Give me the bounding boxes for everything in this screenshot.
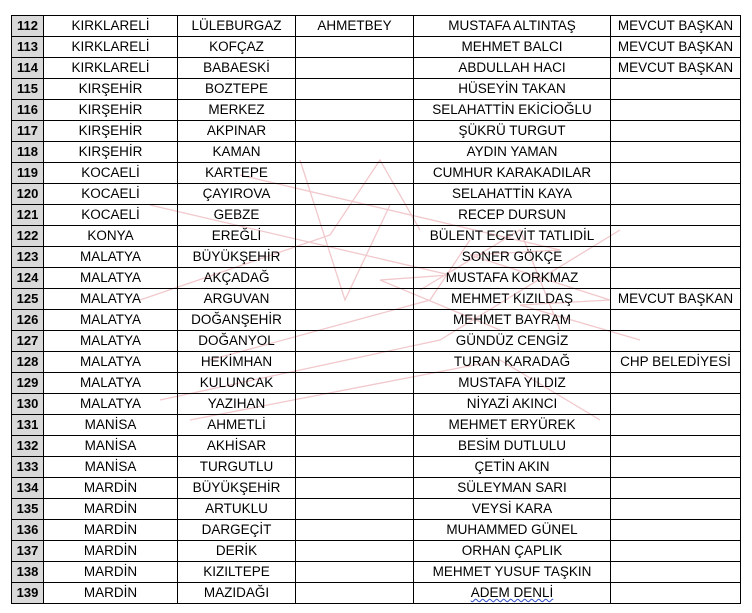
town-cell	[296, 121, 414, 142]
town-cell	[296, 289, 414, 310]
table-row	[12, 37, 741, 58]
district-cell: BÜYÜKŞEHİR	[178, 247, 296, 268]
province-cell: KIRKLARELİ	[44, 37, 178, 58]
town-cell	[296, 226, 414, 247]
district-cell: KIZILTEPE	[178, 562, 296, 583]
note-cell	[611, 436, 741, 457]
province-cell: MALATYA	[44, 310, 178, 331]
row-number: 133	[12, 457, 44, 478]
province-cell: MARDİN	[44, 583, 178, 604]
candidate-cell: SÜLEYMAN SARI	[414, 478, 611, 499]
row-number: 122	[12, 226, 44, 247]
note-cell: MEVCUT BAŞKAN	[611, 16, 741, 37]
province-cell: MANİSA	[44, 436, 178, 457]
table-row	[12, 457, 741, 478]
district-cell: AKPINAR	[178, 121, 296, 142]
district-cell: LÜLEBURGAZ	[178, 16, 296, 37]
province-cell: KIRŞEHİR	[44, 142, 178, 163]
town-cell	[296, 331, 414, 352]
row-number: 128	[12, 352, 44, 373]
table-row	[12, 583, 741, 604]
candidate-cell: SELAHATTİN KAYA	[414, 184, 611, 205]
town-cell	[296, 478, 414, 499]
town-cell	[296, 142, 414, 163]
district-cell: DARGEÇİT	[178, 520, 296, 541]
row-number: 134	[12, 478, 44, 499]
district-cell: BABAESKİ	[178, 58, 296, 79]
note-cell	[611, 142, 741, 163]
note-cell: MEVCUT BAŞKAN	[611, 58, 741, 79]
district-cell: GEBZE	[178, 205, 296, 226]
row-number: 124	[12, 268, 44, 289]
district-cell: ARGUVAN	[178, 289, 296, 310]
town-cell	[296, 373, 414, 394]
candidate-cell: MUSTAFA YILDIZ	[414, 373, 611, 394]
row-number: 136	[12, 520, 44, 541]
table-row	[12, 247, 741, 268]
table-row	[12, 436, 741, 457]
district-cell: KOFÇAZ	[178, 37, 296, 58]
note-cell	[611, 226, 741, 247]
province-cell: KIRŞEHİR	[44, 100, 178, 121]
town-cell	[296, 520, 414, 541]
table-row	[12, 163, 741, 184]
row-number: 120	[12, 184, 44, 205]
candidate-cell: MEHMET BAYRAM	[414, 310, 611, 331]
table-row	[12, 100, 741, 121]
district-cell: EREĞLİ	[178, 226, 296, 247]
row-number: 118	[12, 142, 44, 163]
province-cell: MARDİN	[44, 541, 178, 562]
note-cell	[611, 310, 741, 331]
table-row	[12, 478, 741, 499]
note-cell	[611, 562, 741, 583]
note-cell	[611, 121, 741, 142]
district-cell: KULUNCAK	[178, 373, 296, 394]
district-cell: BOZTEPE	[178, 79, 296, 100]
row-number: 132	[12, 436, 44, 457]
note-cell	[611, 541, 741, 562]
candidate-cell: ORHAN ÇAPLIK	[414, 541, 611, 562]
town-cell	[296, 163, 414, 184]
note-cell	[611, 394, 741, 415]
district-cell: KAMAN	[178, 142, 296, 163]
table-row	[12, 226, 741, 247]
candidate-cell: GÜNDÜZ CENGİZ	[414, 331, 611, 352]
table-row	[12, 58, 741, 79]
town-cell	[296, 205, 414, 226]
note-cell	[611, 184, 741, 205]
table-row	[12, 415, 741, 436]
district-cell: ÇAYIROVA	[178, 184, 296, 205]
row-number: 125	[12, 289, 44, 310]
district-cell: TURGUTLU	[178, 457, 296, 478]
candidate-cell: TURAN KARADAĞ	[414, 352, 611, 373]
note-cell	[611, 268, 741, 289]
province-cell: MALATYA	[44, 394, 178, 415]
province-cell: KIRKLARELİ	[44, 58, 178, 79]
candidate-cell: SONER GÖKÇE	[414, 247, 611, 268]
row-number: 137	[12, 541, 44, 562]
candidate-cell: NİYAZİ AKINCI	[414, 394, 611, 415]
town-cell	[296, 247, 414, 268]
province-cell: KOCAELİ	[44, 205, 178, 226]
row-number: 131	[12, 415, 44, 436]
row-number: 127	[12, 331, 44, 352]
town-cell	[296, 457, 414, 478]
province-cell: MALATYA	[44, 289, 178, 310]
note-cell	[611, 100, 741, 121]
candidate-cell: ÇETİN AKIN	[414, 457, 611, 478]
province-cell: KONYA	[44, 226, 178, 247]
town-cell	[296, 415, 414, 436]
table-row	[12, 520, 741, 541]
note-cell	[611, 583, 741, 604]
note-cell	[611, 373, 741, 394]
row-number: 116	[12, 100, 44, 121]
note-cell	[611, 478, 741, 499]
row-number: 135	[12, 499, 44, 520]
note-cell	[611, 205, 741, 226]
province-cell: MALATYA	[44, 247, 178, 268]
town-cell	[296, 583, 414, 604]
candidate-cell: HÜSEYİN TAKAN	[414, 79, 611, 100]
district-cell: BÜYÜKŞEHİR	[178, 478, 296, 499]
province-cell: MANİSA	[44, 415, 178, 436]
town-cell	[296, 352, 414, 373]
province-cell: KOCAELİ	[44, 184, 178, 205]
table-row	[12, 394, 741, 415]
row-number: 114	[12, 58, 44, 79]
province-cell: MARDİN	[44, 520, 178, 541]
district-cell: ARTUKLU	[178, 499, 296, 520]
province-cell: MARDİN	[44, 478, 178, 499]
note-cell	[611, 331, 741, 352]
row-number: 139	[12, 583, 44, 604]
town-cell	[296, 436, 414, 457]
district-cell: HEKİMHAN	[178, 352, 296, 373]
candidate-table-body	[12, 16, 741, 604]
table-row	[12, 79, 741, 100]
table-row	[12, 268, 741, 289]
row-number: 130	[12, 394, 44, 415]
candidate-cell: MUHAMMED GÜNEL	[414, 520, 611, 541]
row-number: 129	[12, 373, 44, 394]
row-number: 119	[12, 163, 44, 184]
note-cell: MEVCUT BAŞKAN	[611, 289, 741, 310]
table-row	[12, 541, 741, 562]
candidate-cell: RECEP DURSUN	[414, 205, 611, 226]
table-row	[12, 310, 741, 331]
row-number: 115	[12, 79, 44, 100]
row-number: 113	[12, 37, 44, 58]
candidate-cell: VEYSİ KARA	[414, 499, 611, 520]
candidate-cell: ABDULLAH HACI	[414, 58, 611, 79]
row-number: 121	[12, 205, 44, 226]
province-cell: KIRŞEHİR	[44, 121, 178, 142]
province-cell: MARDİN	[44, 499, 178, 520]
row-number: 126	[12, 310, 44, 331]
district-cell: AKÇADAĞ	[178, 268, 296, 289]
town-cell	[296, 310, 414, 331]
province-cell: KIRŞEHİR	[44, 79, 178, 100]
town-cell	[296, 499, 414, 520]
town-cell	[296, 394, 414, 415]
district-cell: KARTEPE	[178, 163, 296, 184]
note-cell	[611, 247, 741, 268]
district-cell: YAZIHAN	[178, 394, 296, 415]
town-cell	[296, 100, 414, 121]
candidate-cell: MEHMET ERYÜREK	[414, 415, 611, 436]
province-cell: MALATYA	[44, 352, 178, 373]
table-row	[12, 16, 741, 37]
note-cell	[611, 415, 741, 436]
candidate-table	[11, 15, 741, 604]
table-row	[12, 331, 741, 352]
candidate-cell: BESİM DUTLULU	[414, 436, 611, 457]
province-cell: KOCAELİ	[44, 163, 178, 184]
note-cell: CHP BELEDİYESİ	[611, 352, 741, 373]
table-row	[12, 499, 741, 520]
row-number: 117	[12, 121, 44, 142]
district-cell: DERİK	[178, 541, 296, 562]
town-cell	[296, 562, 414, 583]
table-row	[12, 352, 741, 373]
note-cell	[611, 79, 741, 100]
candidate-cell: MUSTAFA KORKMAZ	[414, 268, 611, 289]
candidate-cell: ŞÜKRÜ TURGUT	[414, 121, 611, 142]
district-cell: DOĞANŞEHİR	[178, 310, 296, 331]
row-number: 138	[12, 562, 44, 583]
candidate-cell: AYDIN YAMAN	[414, 142, 611, 163]
candidate-cell: MUSTAFA ALTINTAŞ	[414, 16, 611, 37]
province-cell: MALATYA	[44, 268, 178, 289]
town-cell	[296, 79, 414, 100]
note-cell	[611, 163, 741, 184]
candidate-cell: CUMHUR KARAKADILAR	[414, 163, 611, 184]
candidate-cell: MEHMET KIZILDAŞ	[414, 289, 611, 310]
town-cell	[296, 541, 414, 562]
district-cell: AKHİSAR	[178, 436, 296, 457]
province-cell: MALATYA	[44, 331, 178, 352]
note-cell: MEVCUT BAŞKAN	[611, 37, 741, 58]
town-cell	[296, 58, 414, 79]
town-cell	[296, 184, 414, 205]
district-cell: AHMETLİ	[178, 415, 296, 436]
district-cell: DOĞANYOL	[178, 331, 296, 352]
candidate-cell: ADEM DENLİ	[414, 583, 611, 604]
town-cell: AHMETBEY	[296, 16, 414, 37]
district-cell: MAZIDAĞI	[178, 583, 296, 604]
candidate-cell: SELAHATTİN EKİCİOĞLU	[414, 100, 611, 121]
row-number: 112	[12, 16, 44, 37]
note-cell	[611, 520, 741, 541]
province-cell: MALATYA	[44, 373, 178, 394]
district-cell: MERKEZ	[178, 100, 296, 121]
table-row	[12, 142, 741, 163]
candidate-cell: BÜLENT ECEVİT TATLIDİL	[414, 226, 611, 247]
province-cell: MANİSA	[44, 457, 178, 478]
table-row	[12, 121, 741, 142]
table-row	[12, 205, 741, 226]
table-row	[12, 373, 741, 394]
candidate-cell: MEHMET BALCI	[414, 37, 611, 58]
town-cell	[296, 268, 414, 289]
table-row	[12, 562, 741, 583]
table-row	[12, 184, 741, 205]
note-cell	[611, 457, 741, 478]
candidate-cell: MEHMET YUSUF TAŞKIN	[414, 562, 611, 583]
table-row	[12, 289, 741, 310]
province-cell: MARDİN	[44, 562, 178, 583]
note-cell	[611, 499, 741, 520]
row-number: 123	[12, 247, 44, 268]
province-cell: KIRKLARELİ	[44, 16, 178, 37]
town-cell	[296, 37, 414, 58]
